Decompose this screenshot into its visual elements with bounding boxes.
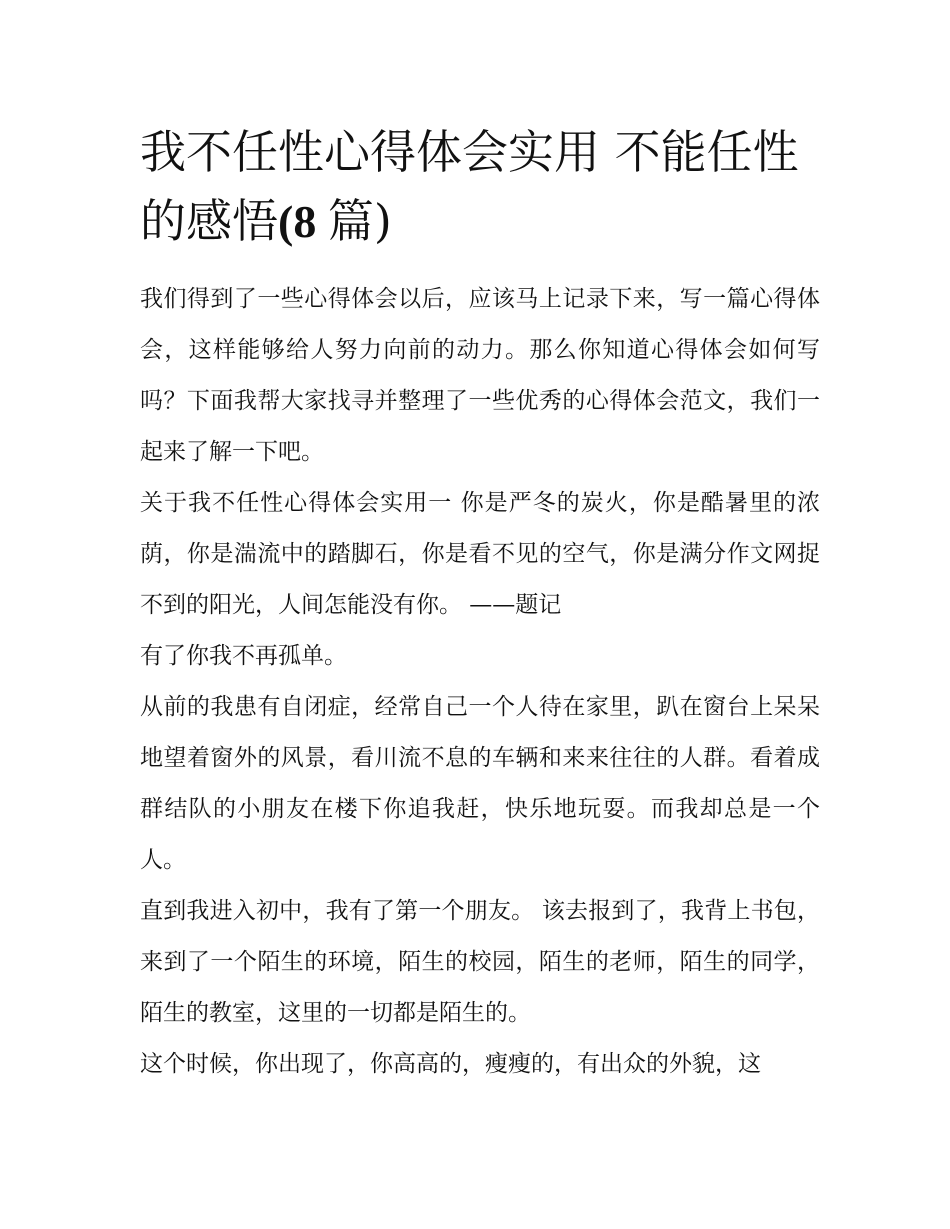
paragraph-past: 从前的我患有自闭症，经常自己一个人待在家里，趴在窗台上呆呆地望着窗外的风景，看川流不息的车辆和来来往往的人群。看着成群结队的小朋友在楼下你追我赶，快乐地玩耍。而我却总是一个人。 — [140, 694, 820, 873]
document-title — [140, 118, 820, 256]
paragraph-middle-school: 直到我进入初中，我有了第一个朋友。 该去报到了，我背上书包，来到了一个陌生的环境，陌生的校园，陌生的老师，陌生的同学，陌生的教室，这里的一切都是陌生的。 — [140, 898, 820, 1026]
paragraph-you-appeared: 这个时候，你出现了，你高高的，瘦瘦的，有出众的外貌，这 — [140, 1051, 761, 1077]
paragraph-epigraph: 关于我不任性心得体会实用一 你是严冬的炭火，你是酷暑里的浓荫，你是湍流中的踏脚石，你是看不见的空气，你是满分作文网捉不到的阳光，人间怎能没有你。 ——题记 — [140, 490, 820, 618]
title-text: 我不任性心得体会实用 不能任性的感悟 — [140, 125, 799, 248]
document-body — [140, 118, 820, 1090]
paragraph-intro: 我们得到了一些心得体会以后，应该马上记录下来，写一篇心得体会，这样能够给人努力向前的动力。那么你知道心得体会如何写吗？下面我帮大家找寻并整理了一些优秀的心得体会范文，我们一起来了解一下吧。 — [140, 286, 820, 465]
paragraph-not-lonely: 有了你我不再孤单。 — [140, 643, 347, 669]
title-count: (8 — [278, 196, 328, 247]
title-suffix: 篇) — [327, 194, 392, 248]
